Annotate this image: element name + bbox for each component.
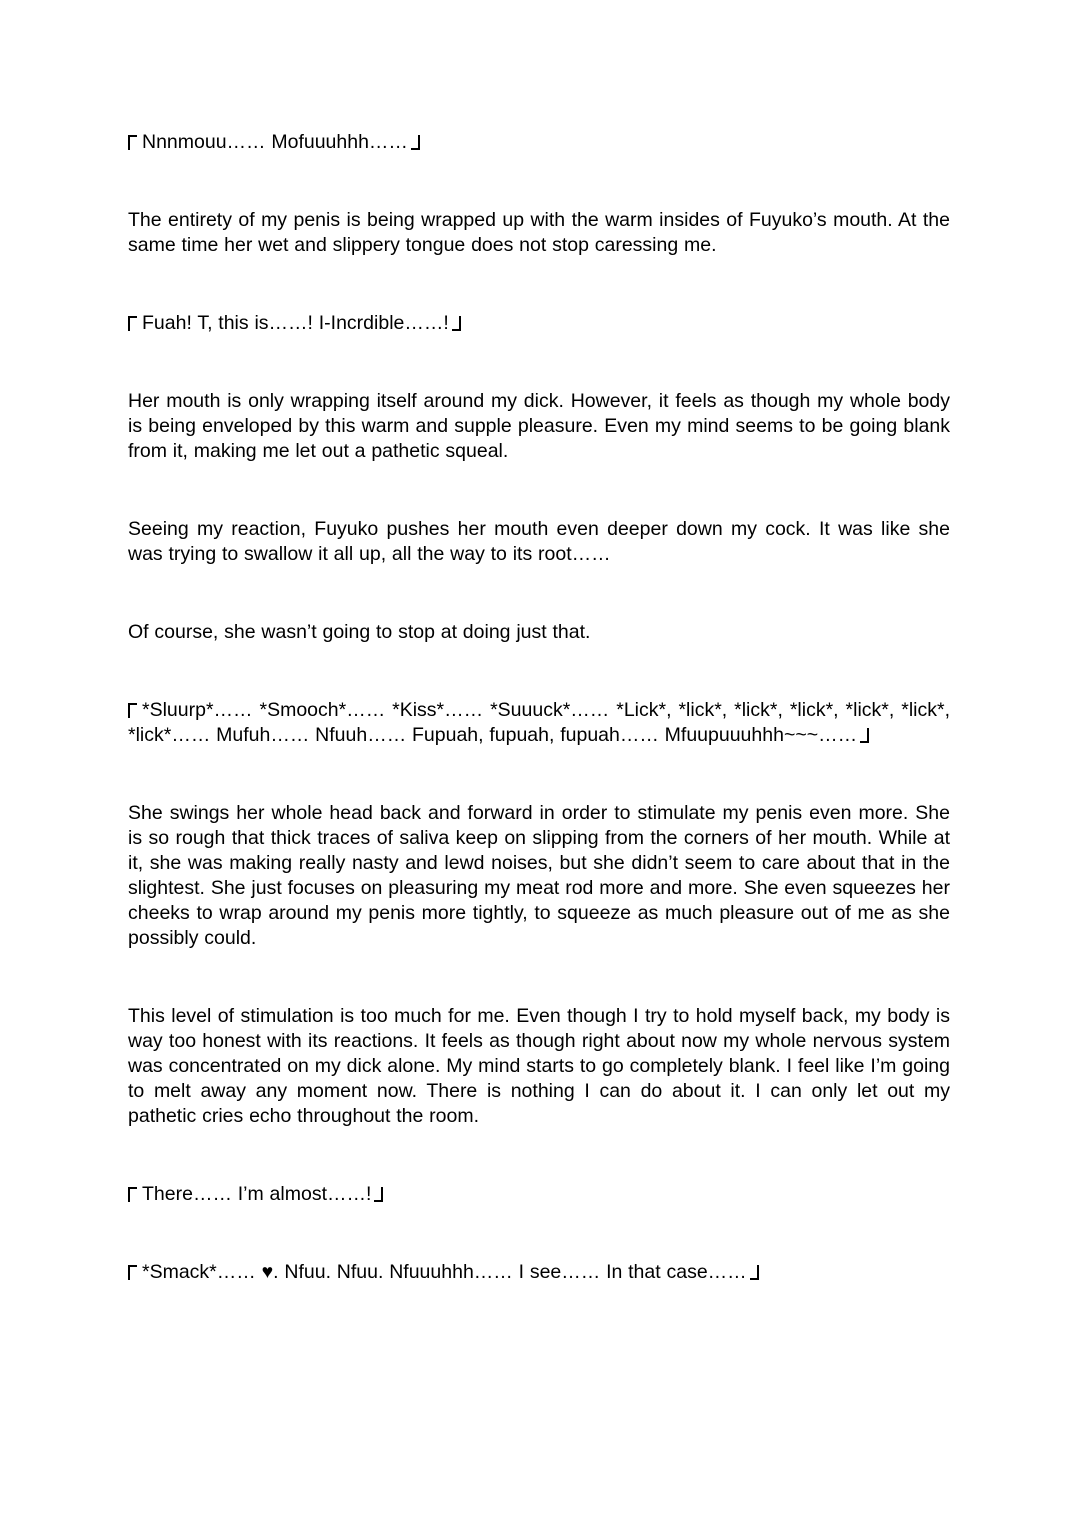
dialogue-paragraph [128, 311, 950, 336]
dialogue-text: There…… I’m almost……! [142, 1183, 372, 1205]
narration-paragraph: Seeing my reaction, Fuyuko pushes her mouth even deeper down my cock. It was like she was trying to swallow it all up, all the way to its root…… [128, 518, 950, 565]
dialogue-paragraph [128, 1260, 950, 1285]
narration-paragraph: Of course, she wasn’t going to stop at doing just that. [128, 621, 591, 643]
close-corner-bracket [374, 1187, 383, 1202]
close-corner-bracket [452, 316, 461, 331]
narration-paragraph: Her mouth is only wrapping itself around my dick. However, it feels as though my whole body is being enveloped by this warm and supple pleasure. Even my mind seems to be going blank from it, making me let out a pathetic squeal. [128, 390, 950, 462]
close-corner-bracket [860, 728, 869, 743]
open-corner-bracket [128, 1265, 137, 1280]
dialogue-text: Fuah! T, this is……! I-Incrdible……! [142, 312, 449, 334]
narration-paragraph: She swings her whole head back and forward in order to stimulate my penis even more. She is so rough that thick traces of saliva keep on slipping from the corners of her mouth. While at it, she was making really nasty and lewd noises, but she didn’t seem to care about that in the slightest. She just focuses on pleasuring my meat rod more and more. She even squeezes her cheeks to wrap around my penis more tightly, to squeeze as much pleasure out of me as she possibly could. [128, 802, 950, 949]
close-corner-bracket [411, 135, 420, 150]
open-corner-bracket [128, 316, 137, 331]
open-corner-bracket [128, 703, 137, 718]
dialogue-paragraph [128, 130, 950, 155]
dialogue-text: *Sluurp*…… *Smooch*…… *Kiss*…… *Suuuck*…… *Lick*, *lick*, *lick*, *lick*, *lick*, *lick*, *lick*…… Mufuh…… Nfuuh…… Fupuah, fupuah, fupuah…… Mfuupuuuhhh~~~…… [128, 699, 950, 746]
open-corner-bracket [128, 1187, 137, 1202]
open-corner-bracket [128, 135, 137, 150]
narration-paragraph: This level of stimulation is too much for me. Even though I try to hold myself back, my body is way too honest with its reactions. It feels as though right about now my whole nervous system was concentrated on my dick alone. My mind starts to go completely blank. I feel like I’m going to melt away any moment now. There is nothing I can do about it. I can only let out my pathetic cries echo throughout the room. [128, 1005, 950, 1127]
dialogue-paragraph [128, 1182, 950, 1207]
dialogue-text: *Smack*…… ♥. Nfuu. Nfuu. Nfuuuhhh…… I see…… In that case…… [142, 1261, 747, 1283]
dialogue-paragraph [128, 698, 950, 748]
narration-paragraph: The entirety of my penis is being wrapped up with the warm insides of Fuyuko’s mouth. At the same time her wet and slippery tongue does not stop caressing me. [128, 209, 950, 256]
close-corner-bracket [750, 1265, 759, 1280]
dialogue-text: Nnnmouu…… Mofuuuhhh…… [142, 131, 408, 153]
